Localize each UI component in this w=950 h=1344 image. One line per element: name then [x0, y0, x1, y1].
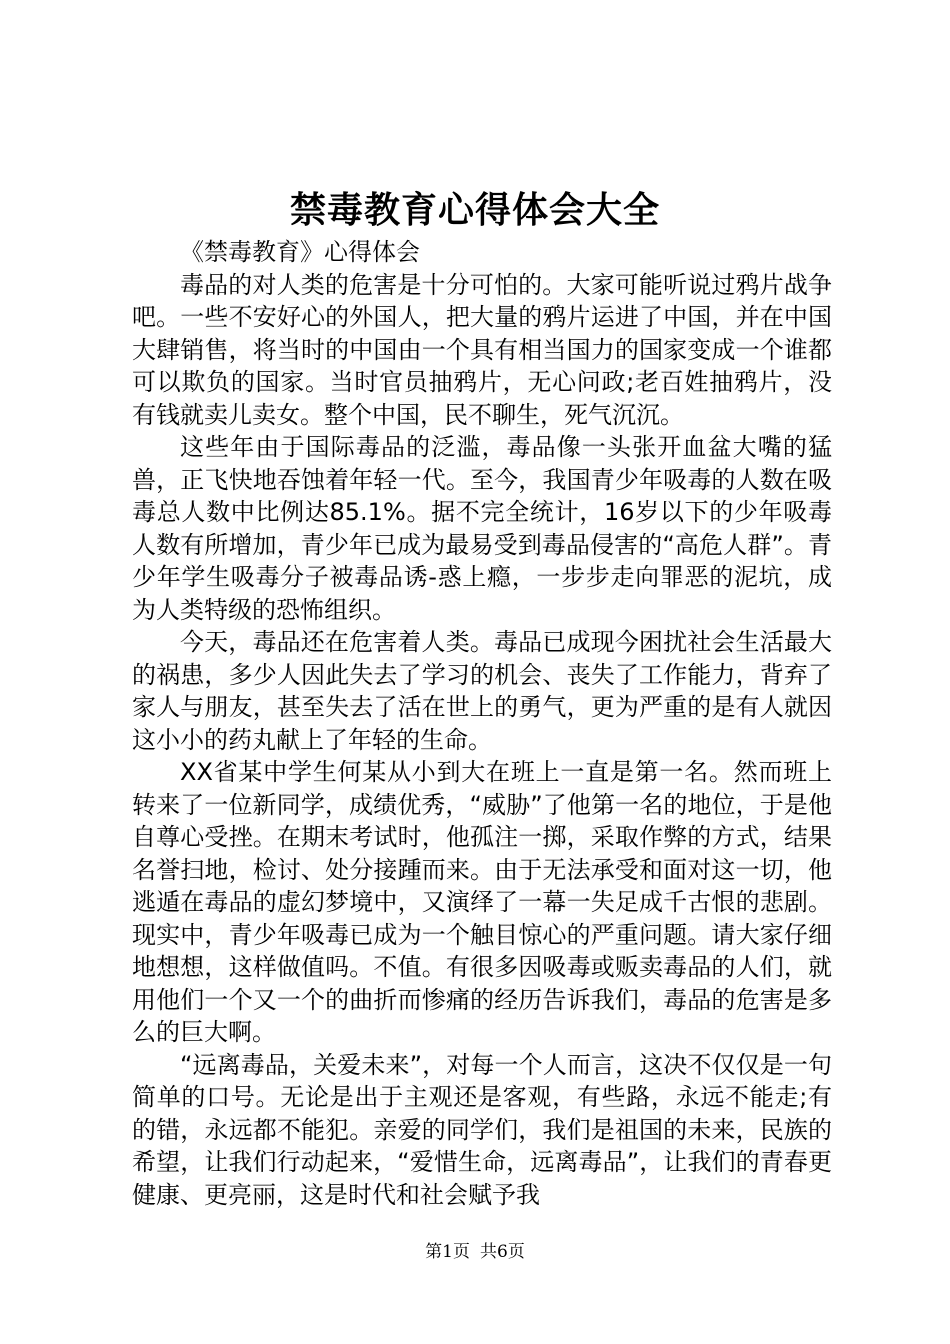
document-body [132, 236, 832, 1211]
paragraph: “远离毒品，关爱未来”，对每一个人而言，这决不仅仅是一句简单的口号。无论是出于主观还是客观，有些路，永远不能走;有的错，永远都不能犯。亲爱的同学们，我们是祖国的未来，民族的希望，让我们行动起来，“爱惜生命，远离毒品”，让我们的青春更健康、更亮丽，这是时代和社会赋予我 [132, 1050, 832, 1209]
document-title: 禁毒教育心得体会大全 [289, 189, 660, 231]
page-number: 第1页 [425, 1242, 470, 1262]
paragraph: 毒品的对人类的危害是十分可怕的。大家可能听说过鸦片战争吧。一些不安好心的外国人，把大量的鸦片运进了中国，并在中国大肆销售，将当时的中国由一个具有相当国力的国家变成一个谁都可以欺负的国家。当时官员抽鸦片，无心问政;老百姓抽鸦片，没有钱就卖儿卖女。整个中国，民不聊生，死气沉沉。 [132, 270, 832, 429]
paragraph: 《禁毒教育》心得体会 [180, 238, 420, 266]
page-total: 共6页 [480, 1242, 525, 1262]
page-footer [0, 1240, 950, 1264]
paragraph: 这些年由于国际毒品的泛滥，毒品像一头张开血盆大嘴的猛兽，正飞快地吞蚀着年轻一代。至今，我国青少年吸毒的人数在吸毒总人数中比例达85.1%。据不完全统计，16岁以下的少年吸毒人数有所增加，青少年已成为最易受到毒品侵害的“高危人群”。青少年学生吸毒分子被毒品诱-惑上瘾，一步步走向罪恶的泥坑，成为人类特级的恐怖组织。 [132, 433, 832, 624]
paragraph: 今天，毒品还在危害着人类。毒品已成现今困扰社会生活最大的祸患，多少人因此失去了学习的机会、丧失了工作能力，背弃了家人与朋友，甚至失去了活在世上的勇气，更为严重的是有人就因这小小的药丸献上了年轻的生命。 [132, 628, 832, 754]
paragraph: XX省某中学生何某从小到大在班上一直是第一名。然而班上转来了一位新同学，成绩优秀，“威胁”了他第一名的地位，于是他自尊心受挫。在期末考试时，他孤注一掷，采取作弊的方式，结果名誉扫地，检讨、处分接踵而来。由于无法承受和面对这一切，他逃遁在毒品的虚幻梦境中，又演绎了一幕一失足成千古恨的悲剧。现实中，青少年吸毒已成为一个触目惊心的严重问题。请大家仔细地想想，这样做值吗。不值。有很多因吸毒或贩卖毒品的人们，就用他们一个又一个的曲折而惨痛的经历告诉我们，毒品的危害是多么的巨大啊。 [132, 758, 832, 1046]
